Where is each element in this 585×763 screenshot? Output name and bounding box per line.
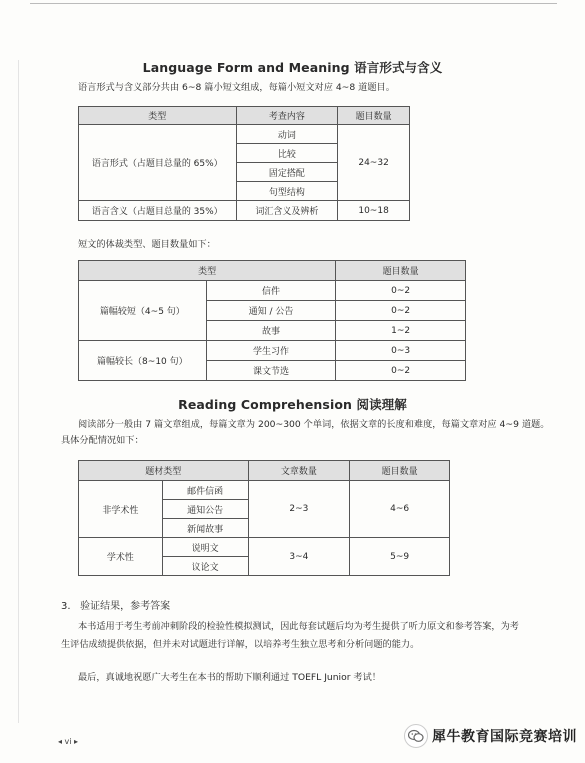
table1-row1-type: 语言形式（占题目总量的 65%） <box>79 125 237 201</box>
table1-header-type: 类型 <box>79 107 237 125</box>
section3-para-line2: 生评估成绩提供依据，但并未对试题进行详解，以培养考生独立思考和分析问题的能力。 <box>61 639 420 650</box>
table3-group2: 学术性 <box>79 538 163 576</box>
section3-closing: 最后，真诚地祝愿广大考生在本书的帮助下顺利通过 TOEFL Junior 考试！ <box>78 672 381 683</box>
table2-genre: 通知 / 公告 <box>206 301 336 321</box>
table3-item: 说明文 <box>162 538 248 557</box>
section1-intro2: 短文的体裁类型、题目数量如下： <box>78 239 216 250</box>
table3-group2-articles: 3~4 <box>248 538 350 576</box>
table1-content: 固定搭配 <box>236 163 338 182</box>
table2-count: 0~2 <box>336 281 466 301</box>
table1-content: 动词 <box>236 125 338 144</box>
table1-header-content: 考查内容 <box>236 107 338 125</box>
reading-table <box>78 460 450 576</box>
section2-heading: Reading Comprehension 阅读理解 <box>178 397 407 412</box>
table2-header-type: 类型 <box>79 261 336 281</box>
wechat-icon <box>404 724 428 748</box>
table2-genre: 课文节选 <box>206 361 336 381</box>
table1-content: 比较 <box>236 144 338 163</box>
section2-intro-line2: 具体分配情况如下： <box>61 435 144 446</box>
table3-group1-articles: 2~3 <box>248 481 350 538</box>
language-form-table <box>78 106 410 221</box>
section3-para-line1: 本书适用于考生考前冲刺阶段的检验性模拟测试，因此每套试题后均为考生提供了听力原文和参考答案，为考 <box>78 621 519 632</box>
genre-table <box>78 260 466 381</box>
section3-heading: 3. 验证结果，参考答案 <box>61 601 171 612</box>
section2-intro-line1: 阅读部分一般由 7 篇文章组成，每篇文章为 200~300 个单词，依据文章的长度和难度，每篇文章对应 4~9 道题。 <box>78 419 550 430</box>
page-number: ◂ vi ▸ <box>58 737 79 746</box>
table2-header-count: 题目数量 <box>336 261 466 281</box>
table1-row1-count: 24~32 <box>338 125 410 201</box>
table2-group2: 篇幅较长（8~10 句） <box>79 341 207 381</box>
table2-genre: 故事 <box>206 321 336 341</box>
watermark-text: 犀牛教育国际竞赛培训 <box>432 729 577 745</box>
table2-genre: 学生习作 <box>206 341 336 361</box>
watermark <box>404 722 584 750</box>
table3-header-articles: 文章数量 <box>248 461 350 481</box>
table2-count: 0~3 <box>336 341 466 361</box>
table2-genre: 信件 <box>206 281 336 301</box>
table3-item: 议论文 <box>162 557 248 576</box>
table3-header-genre: 题材类型 <box>79 461 249 481</box>
table3-group2-count: 5~9 <box>350 538 450 576</box>
table3-group1-count: 4~6 <box>350 481 450 538</box>
table2-group1: 篇幅较短（4~5 句） <box>79 281 207 341</box>
table3-item: 新闻故事 <box>162 519 248 538</box>
table1-row2-type: 语言含义（占题目总量的 35%） <box>79 201 237 221</box>
section1-intro: 语言形式与含义部分共由 6~8 篇小短文组成，每篇小短文对应 4~8 道题目。 <box>78 82 395 93</box>
table1-row2-count: 10~18 <box>338 201 410 221</box>
table1-content: 句型结构 <box>236 182 338 201</box>
table2-count: 0~2 <box>336 361 466 381</box>
table3-item: 通知公告 <box>162 500 248 519</box>
table1-row2-content: 词汇含义及辨析 <box>236 201 338 221</box>
table2-count: 0~2 <box>336 301 466 321</box>
left-shadow <box>18 60 19 723</box>
table3-item: 邮件信函 <box>162 481 248 500</box>
top-rule <box>30 3 557 4</box>
table1-header-count: 题目数量 <box>338 107 410 125</box>
table3-header-count: 题目数量 <box>350 461 450 481</box>
table3-group1: 非学术性 <box>79 481 163 538</box>
table2-count: 1~2 <box>336 321 466 341</box>
section1-heading: Language Form and Meaning 语言形式与含义 <box>142 60 443 75</box>
